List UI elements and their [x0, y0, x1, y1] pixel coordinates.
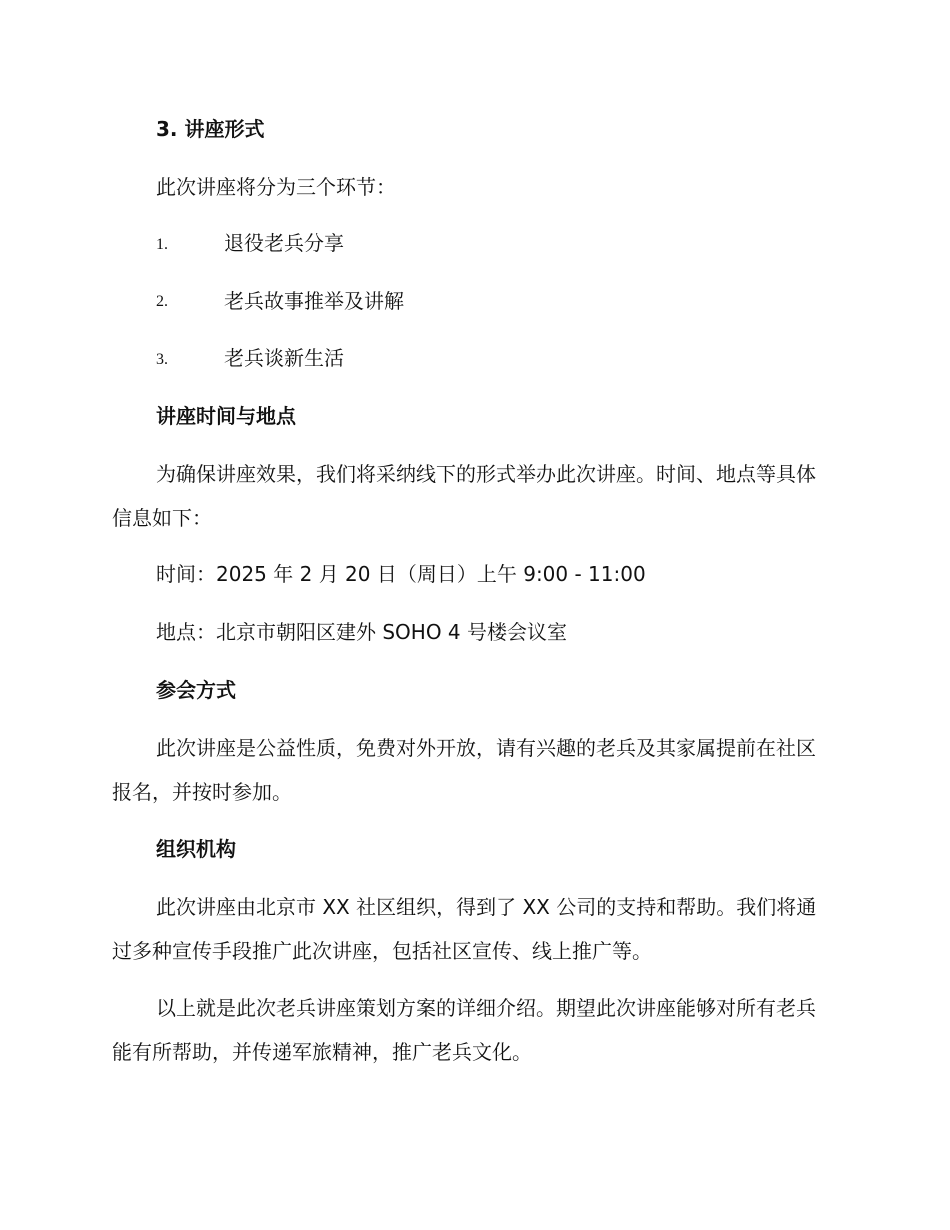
list-item-number: 3.: [156, 351, 168, 368]
list-item-text: 老兵故事推举及讲解: [224, 289, 404, 313]
section-heading-time-place: 讲座时间与地点: [156, 404, 296, 428]
participation-paragraph: 此次讲座是公益性质，免费对外开放，请有兴趣的老兵及其家属提前在社区报名，并按时参加。: [112, 736, 816, 804]
list-item-text: 老兵谈新生活: [224, 346, 344, 370]
event-place: 地点：北京市朝阳区建外 SOHO 4 号楼会议室: [156, 620, 568, 644]
list-item-text: 退役老兵分享: [224, 231, 344, 255]
organization-paragraph: 此次讲座由北京市 XX 社区组织，得到了 XX 公司的支持和帮助。我们将通过多种宣传手段推广此次讲座，包括社区宣传、线上推广等。: [112, 895, 817, 963]
section-heading-participation: 参会方式: [156, 678, 236, 702]
section-heading-lecture-format: 3. 讲座形式: [156, 117, 265, 141]
section-heading-organization: 组织机构: [156, 837, 236, 861]
time-place-paragraph: 为确保讲座效果，我们将采纳线下的形式举办此次讲座。时间、地点等具体信息如下：: [112, 462, 816, 530]
list-item-number: 1.: [156, 236, 168, 253]
lecture-format-intro: 此次讲座将分为三个环节：: [156, 175, 396, 199]
list-item-number: 2.: [156, 293, 168, 310]
event-time: 时间：2025 年 2 月 20 日（周日）上午 9:00 - 11:00: [156, 562, 646, 586]
closing-paragraph: 以上就是此次老兵讲座策划方案的详细介绍。期望此次讲座能够对所有老兵能有所帮助，并传递军旅精神，推广老兵文化。: [112, 996, 816, 1064]
